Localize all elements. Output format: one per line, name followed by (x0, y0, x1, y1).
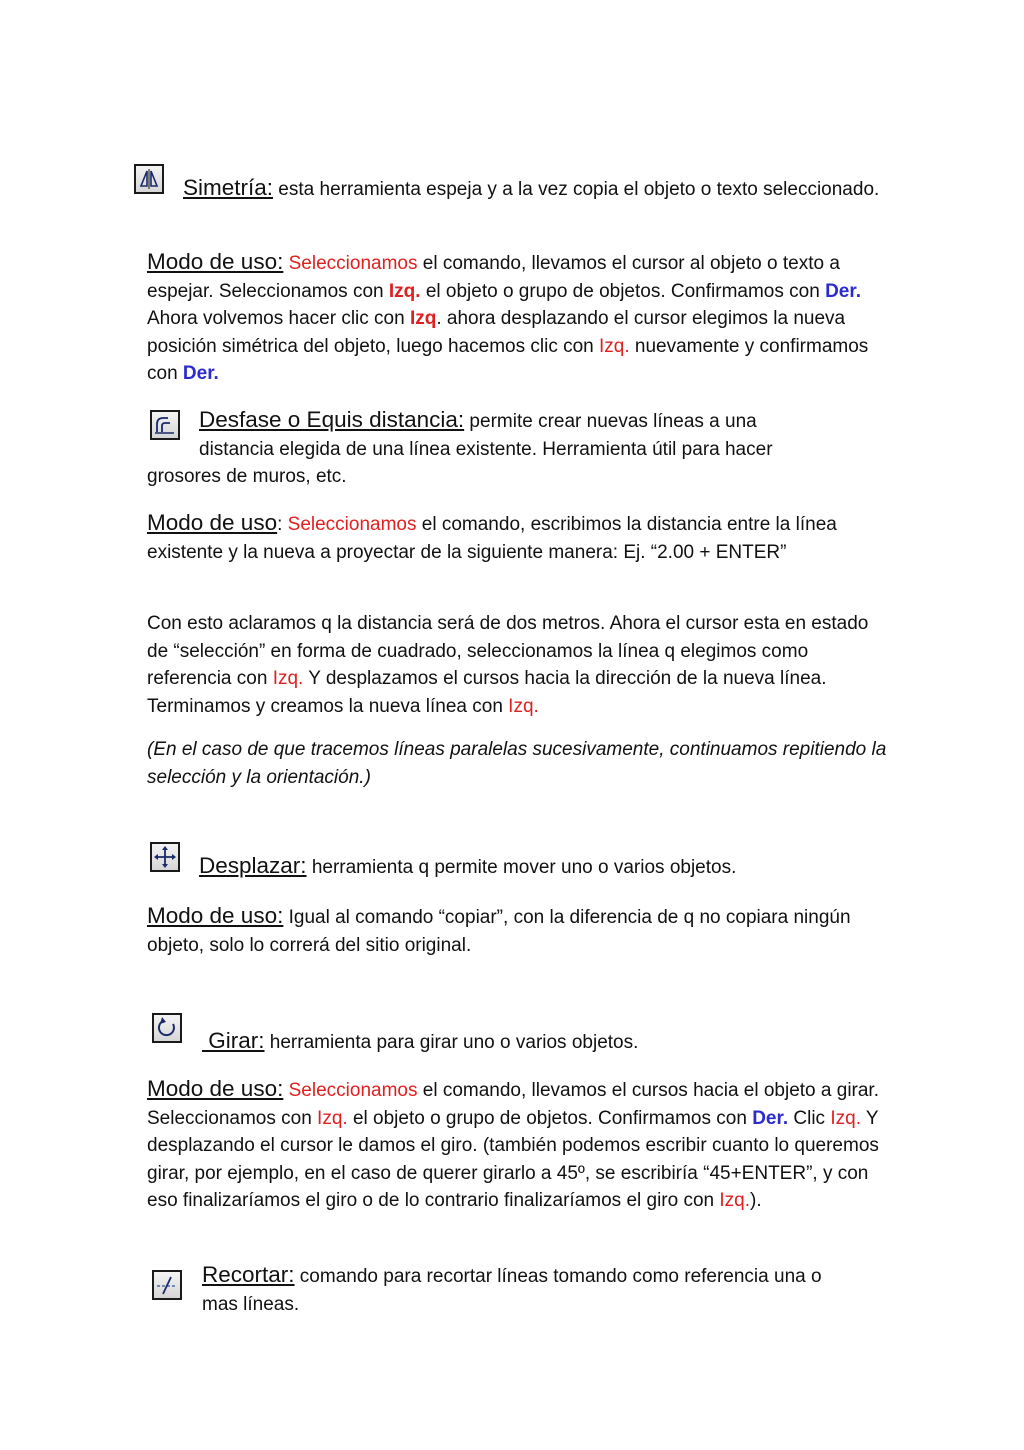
text-span: Con esto aclaramos q la distancia será de dos metros. Ahora el cursor esta en estado de “selección” en forma de cuadrado, seleccionamos la línea q elegimos como referencia con (147, 613, 869, 689)
izq-text: Izq. (508, 695, 539, 717)
modo-de-uso-label: Modo de uso: (147, 903, 284, 928)
text-span: Ahora volvemos hacer clic con (147, 308, 410, 329)
text-span: Clic (788, 1107, 831, 1129)
text-span: el comando, llevamos el cursos hacia el objeto a girar. Seleccionamos con (147, 1080, 879, 1129)
izq-text: Izq. (719, 1190, 751, 1211)
text-span: ). (750, 1190, 762, 1211)
izq-text: Izq. (599, 335, 630, 357)
modo-de-uso-label: Modo de uso: (147, 1076, 284, 1101)
simetria-uso-paragraph (147, 248, 887, 388)
text-span: . ahora desplazando el cursor elegimos la nueva posición simétrica del objeto, luego hacemos clic con (147, 308, 846, 357)
simetria-title: Simetría: (183, 175, 274, 200)
desplazar-uso-paragraph (147, 902, 887, 959)
recortar-desc: comando para recortar líneas tomando como referencia una o (294, 1266, 822, 1287)
izq-text: Izq. (830, 1107, 861, 1129)
text-span: Y desplazamos el cursos hacia la dirección de la nueva línea. Terminamos y creamos la nueva línea con (147, 668, 827, 717)
text-span: el comando, llevamos el cursor al objeto o texto a espejar. Seleccionamos con (147, 253, 840, 302)
desfase-paragraph (147, 406, 887, 491)
izq-text: Izq. (272, 668, 304, 689)
text-span: nuevamente y confirmamos con (147, 335, 869, 384)
text-span: : (277, 514, 288, 535)
recortar-desc: mas líneas. (202, 1293, 300, 1315)
text-span: Y desplazando el cursor le damos el giro. (también podemos escribir cuanto lo queremos girar, por ejemplo, en el caso de querer girarlo a 45º, se escribiría “45+ENTER”, y con eso finalizaríamos el giro o de lo contrario finalizaríamos el giro con (147, 1107, 879, 1211)
text-span: el objeto o grupo de objetos. Confirmamos con (347, 1107, 753, 1129)
izq-text: Izq. (317, 1107, 348, 1129)
desplazar-desc: herramienta q permite mover uno o varios objetos. (306, 857, 737, 878)
girar-title: Girar: (202, 1028, 265, 1053)
desplazar-title: Desplazar: (199, 853, 307, 878)
desfase-desc: distancia elegida de una línea existente. Herramienta útil para hacer (199, 438, 773, 460)
der-text: Der. (752, 1107, 789, 1129)
seleccionamos-text: Seleccionamos (287, 514, 417, 535)
girar-uso-paragraph (147, 1075, 887, 1215)
simetria-paragraph (147, 174, 887, 204)
der-text: Der. (825, 280, 861, 302)
girar-paragraph (147, 1027, 887, 1057)
girar-desc: herramienta para girar uno o varios objetos. (264, 1032, 639, 1053)
desfase-desc: grosores de muros, etc. (147, 466, 347, 487)
modo-de-uso-label: Modo de uso (147, 510, 278, 535)
izq-text: Izq. (388, 280, 421, 302)
modo-de-uso-label: Modo de uso: (147, 249, 284, 274)
text-span: el comando, escribimos la distancia entre la línea existente y la nueva a proyectar de la siguiente manera: Ej. “2.00 + ENTER” (147, 514, 837, 563)
recortar-paragraph (147, 1261, 887, 1318)
desfase-title: Desfase o Equis distancia: (199, 407, 465, 432)
text-span: el objeto o grupo de objetos. Confirmamos con (420, 280, 826, 302)
desfase-desc: permite crear nuevas líneas a una (464, 411, 757, 432)
desplazar-paragraph (147, 852, 887, 882)
desfase-detalle-paragraph (147, 610, 887, 720)
desfase-uso-paragraph (147, 509, 887, 566)
izq-text: Izq (409, 308, 437, 329)
text-span: Igual al comando “copiar”, con la diferencia de q no copiara ningún objeto, solo lo correrá del sitio original. (147, 907, 851, 956)
simetria-desc: esta herramienta espeja y a la vez copia el objeto o texto seleccionado. (273, 179, 880, 200)
der-text: Der. (182, 363, 219, 384)
nota-paragraph: (En el caso de que tracemos líneas paralelas sucesivamente, continuamos repitiendo la selección y la orientación.) (147, 739, 887, 788)
seleccionamos-text: Seleccionamos (288, 253, 418, 274)
recortar-title: Recortar: (202, 1262, 295, 1287)
seleccionamos-text: Seleccionamos (288, 1080, 418, 1101)
